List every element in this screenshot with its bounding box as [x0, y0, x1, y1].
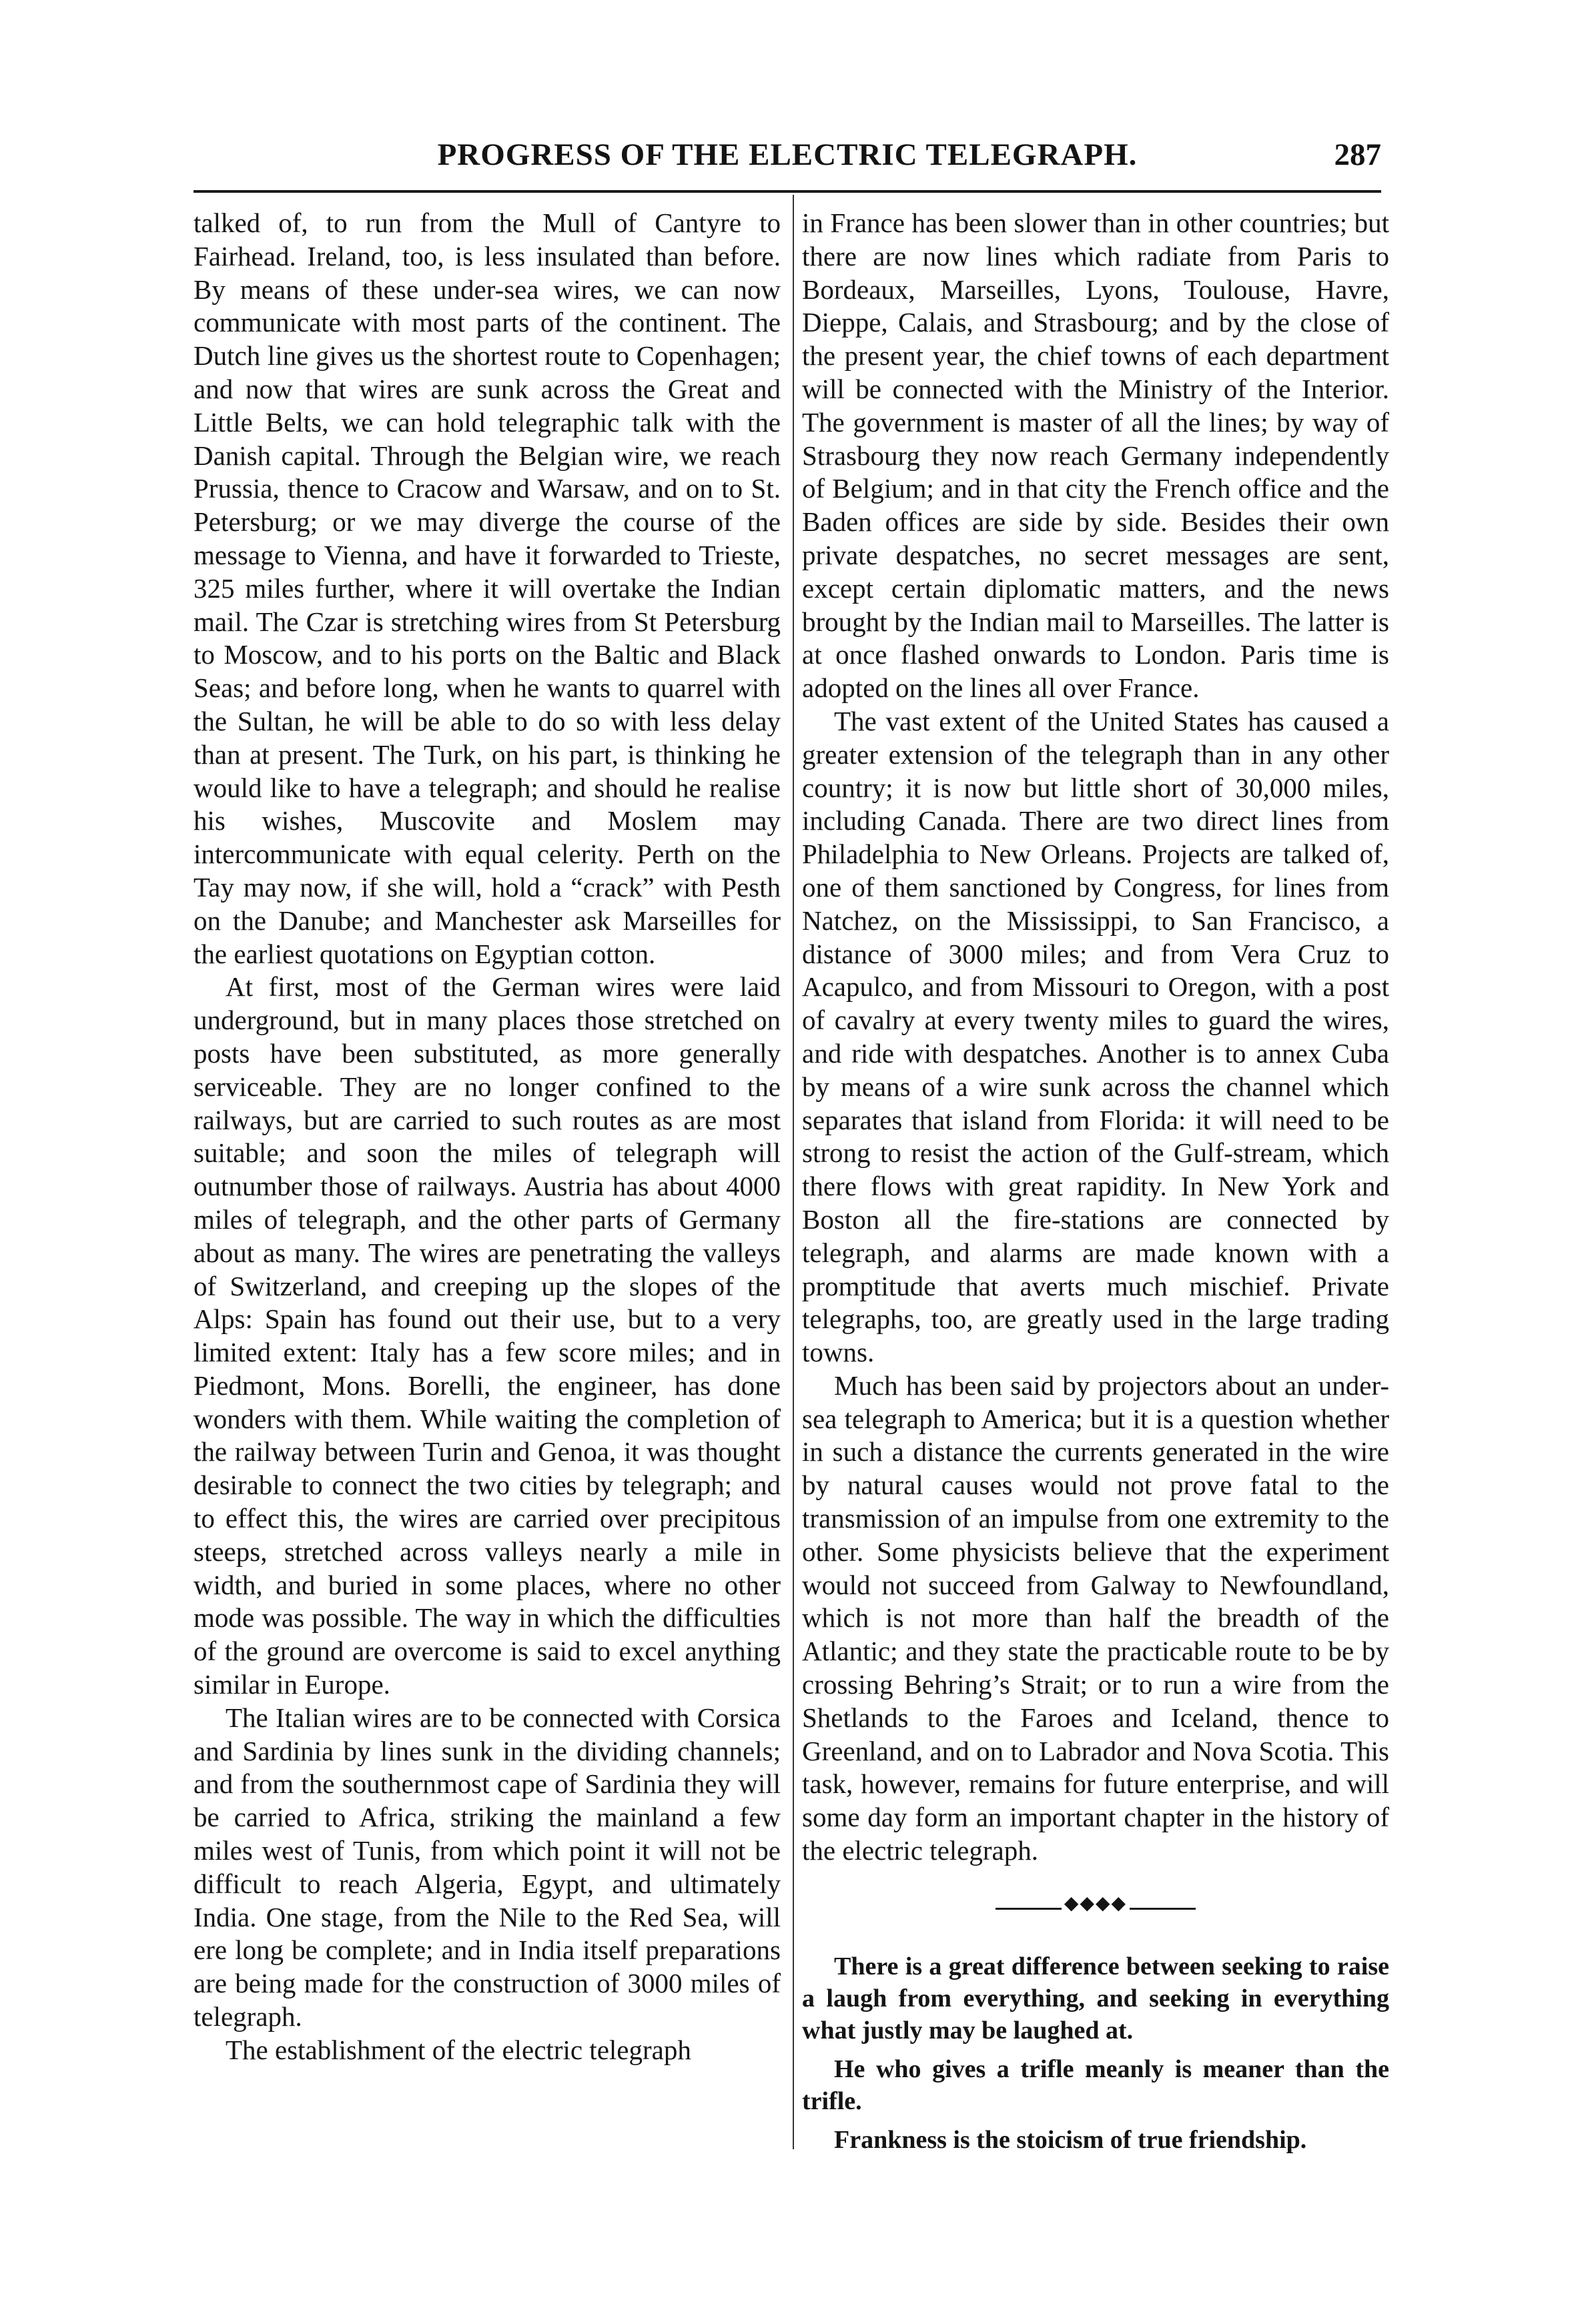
paragraph: talked of, to run from the Mull of Cantyre to Fairhead. Ireland, too, is less insulated than before. By means of these under-sea wires, we can now communicate with most parts of the continent. The Dutch line gives us the shortest route to Copenhagen; and now that wires are sunk across the Great and Little Belts, we can hold telegraphic talk with the Danish capital. Through the Belgian wire, we reach Prussia, thence to Cracow and Warsaw, and on to St. Petersburg; or we may diverge the course of the message to Vienna, and have it forwarded to Trieste, 325 miles further, where it will overtake the Indian mail. The Czar is stretching wires from St Petersburg to Moscow, and to his ports on the Baltic and Black Seas; and before long, when he wants to quarrel with the Sultan, he will be able to do so with less delay than at present. The Turk, on his part, is thinking he would like to have a telegraph; and should he realise his wishes, Muscovite and Moslem may intercommunicate with equal celerity. Perth on the Tay may now, if she will, hold a “crack” with Pesth on the Danube; and Manchester ask Marseilles for the earliest quotations on Egyptian cotton.: [193, 207, 781, 969]
left-column: [193, 207, 781, 2067]
maxim: There is a great difference between seeking to raise a laugh from everything, and seeking in everything what justly may be laughed at.: [802, 1952, 1389, 2045]
maxims: [802, 1950, 1389, 2156]
paragraph: in France has been slower than in other countries; but there are now lines which radiate from Paris to Bordeaux, Marseilles, Lyons, Toulouse, Havre, Dieppe, Calais, and Strasbourg; and by the close of the present year, the chief towns of each department will be connected with the Ministry of the Interior. The government is master of all the lines; by way of Strasbourg they now reach Germany independently of Belgium; and in that city the French office and the Baden offices are side by side. Besides their own private despatches, no secret messages are sent, except certain diplomatic matters, and the news brought by the Indian mail to Marseilles. The latter is at once flashed onwards to London. Paris time is adopted on the lines all over France.: [802, 207, 1389, 704]
ornament-diamonds-icon: [996, 1890, 1196, 1917]
page-header: [193, 137, 1381, 183]
right-column: [802, 207, 1389, 2163]
paragraph: At first, most of the German wires were laid underground, but in many places those stretched on posts have been substituted, as more generally serviceable. They are no longer confined to the railways, but are carried to such routes as are most suitable; and soon the miles of telegraph will outnumber those of railways. Austria has about 4000 miles of telegraph, and the other parts of Germany about as many. The wires are penetrating the valleys of Switzerland, and creeping up the slopes of the Alps: Spain has found out their use, but to a very limited extent: Italy has a few score miles; and in Piedmont, Mons. Borelli, the engineer, has done wonders with them. While waiting the completion of the railway between Turin and Genoa, it was thought desirable to connect the two cities by telegraph; and to effect this, the wires are carried over precipitous steeps, stretched across valleys nearly a mile in width, and buried in some places, where no other mode was possible. The way in which the difficulties of the ground are overcome is said to excel anything similar in Europe.: [193, 971, 781, 1700]
ornament-divider: [996, 1892, 1196, 1914]
running-title: PROGRESS OF THE ELECTRIC TELEGRAPH.: [437, 137, 1138, 172]
paragraph: Much has been said by projectors about an under-sea telegraph to America; but it is a question whether in such a distance the currents generated in the wire by natural causes would not prove fatal to the transmission of an impulse from one extremity to the other. Some physicists believe that the experiment would not succeed from Galway to Newfoundland, which is not more than half the breadth of the Atlantic; and they state the practicable route to be by crossing Behring’s Strait; or to run a wire from the Shetlands to the Faroes and Iceland, thence to Greenland, and on to Labrador and Nova Scotia. This task, however, remains for future enterprise, and will some day form an important chapter in the history of the electric telegraph.: [802, 1369, 1389, 1866]
paragraph: The Italian wires are to be connected with Corsica and Sardinia by lines sunk in the dividing channels; and from the southernmost cape of Sardinia they will be carried to Africa, striking the mainland a few miles west of Tunis, from which point it will not be difficult to reach Algeria, Egypt, and ultimately India. One stage, from the Nile to the Red Sea, will ere long be complete; and in India itself preparations are being made for the construction of 3000 miles of telegraph.: [193, 1702, 781, 2032]
maxim: Frankness is the stoicism of true friendship.: [834, 2125, 1307, 2154]
column-divider: [793, 195, 794, 2149]
ornament-glyphs: ◆◆◆◆: [1062, 1893, 1130, 1914]
paragraph: The vast extent of the United States has caused a greater extension of the telegraph than in any other country; it is now but little short of 30,000 miles, including Canada. There are two direct lines from Philadelphia to New Orleans. Projects are talked of, one of them sanctioned by Congress, for lines from Natchez, on the Mississippi, to San Francisco, a distance of 3000 miles; and from Vera Cruz to Acapulco, and from Missouri to Oregon, with a post of cavalry at every twenty miles to guard the wires, and ride with despatches. Another is to annex Cuba by means of a wire sunk across the channel which separates that island from Florida: it will need to be strong to resist the action of the Gulf-stream, which there flows with great rapidity. In New York and Boston all the fire-stations are connected by telegraph, and alarms are made known with a promptitude that averts much mischief. Private telegraphs, too, are greatly used in the large trading towns.: [802, 705, 1389, 1368]
header-rule: [193, 190, 1381, 193]
maxim: He who gives a trifle meanly is meaner than the trifle.: [802, 2055, 1389, 2115]
paragraph: The establishment of the electric telegraph: [226, 2034, 691, 2065]
page-number: 287: [1334, 137, 1381, 172]
